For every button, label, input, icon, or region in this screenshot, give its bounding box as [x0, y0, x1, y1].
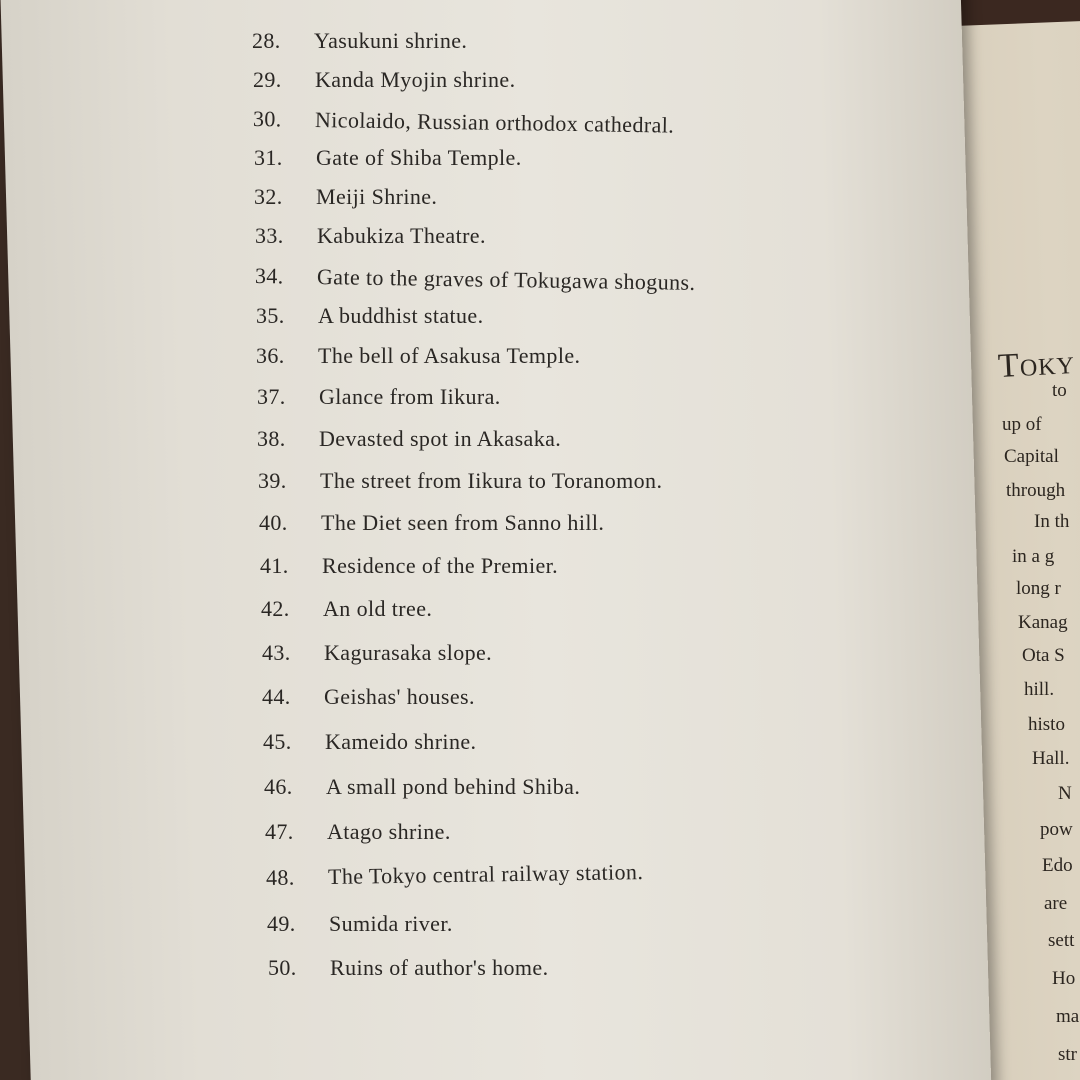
- text-fragment: In th: [1034, 511, 1070, 532]
- list-item: 33. Kabukiza Theatre.: [255, 223, 486, 248]
- text-fragment: up of: [1002, 414, 1042, 435]
- text-fragment: ma: [1056, 1006, 1080, 1027]
- list-item: 42. An old tree.: [261, 596, 433, 621]
- text-fragment: in a g: [1012, 546, 1055, 567]
- text-fragment: Capital: [1004, 446, 1059, 467]
- text-fragment: sett: [1048, 930, 1075, 951]
- text-fragment: Hall.: [1032, 748, 1070, 769]
- list-item: 29. Kanda Myojin shrine.: [253, 67, 516, 92]
- list-item: 28. Yasukuni shrine.: [252, 28, 468, 53]
- list-item: 49. Sumida river.: [267, 911, 453, 936]
- list-item: 41. Residence of the Premier.: [260, 553, 559, 578]
- list-item: 34. Gate to the graves of Tokugawa shoguns.: [254, 263, 696, 295]
- list-item: 46. A small pond behind Shiba.: [264, 774, 581, 799]
- list-item: 35. A buddhist statue.: [256, 303, 484, 328]
- list-item: 47. Atago shrine.: [265, 819, 451, 844]
- text-fragment: Ota S: [1022, 645, 1065, 666]
- text-fragment: long r: [1016, 578, 1061, 599]
- list-item: 48. The Tokyo central railway station.: [265, 859, 644, 890]
- text-fragment: histo: [1028, 714, 1065, 735]
- list-item: 50. Ruins of author's home.: [268, 955, 549, 980]
- text-fragment: Ho: [1052, 968, 1076, 989]
- list-item: 45. Kameido shrine.: [263, 729, 477, 754]
- list-item: 31. Gate of Shiba Temple.: [254, 145, 522, 170]
- list-item: 44. Geishas' houses.: [262, 684, 475, 709]
- right-page-heading: TOKY: [997, 346, 1076, 385]
- text-fragment: to: [1052, 380, 1067, 401]
- list-item: 38. Devasted spot in Akasaka.: [257, 426, 562, 451]
- text-fragment: hill.: [1024, 679, 1055, 700]
- text-fragment: N: [1058, 783, 1072, 804]
- list-item: 40. The Diet seen from Sanno hill.: [259, 510, 605, 535]
- list-item: 37. Glance from Iikura.: [257, 384, 501, 409]
- text-fragment: Kanag: [1018, 612, 1068, 633]
- text-fragment: through: [1006, 480, 1066, 501]
- list-item: 39. The street from Iikura to Toranomon.: [258, 468, 663, 493]
- text-fragment: pow: [1040, 819, 1073, 840]
- list-item: 30. Nicolaido, Russian orthodox cathedral.: [252, 106, 675, 138]
- text-fragment: str: [1058, 1044, 1077, 1065]
- text-fragment: are: [1044, 893, 1068, 914]
- list-item: 32. Meiji Shrine.: [254, 184, 438, 209]
- list-item: 43. Kagurasaka slope.: [262, 640, 493, 665]
- text-fragment: Edo: [1042, 855, 1073, 876]
- list-item: 36. The bell of Asakusa Temple.: [256, 343, 581, 368]
